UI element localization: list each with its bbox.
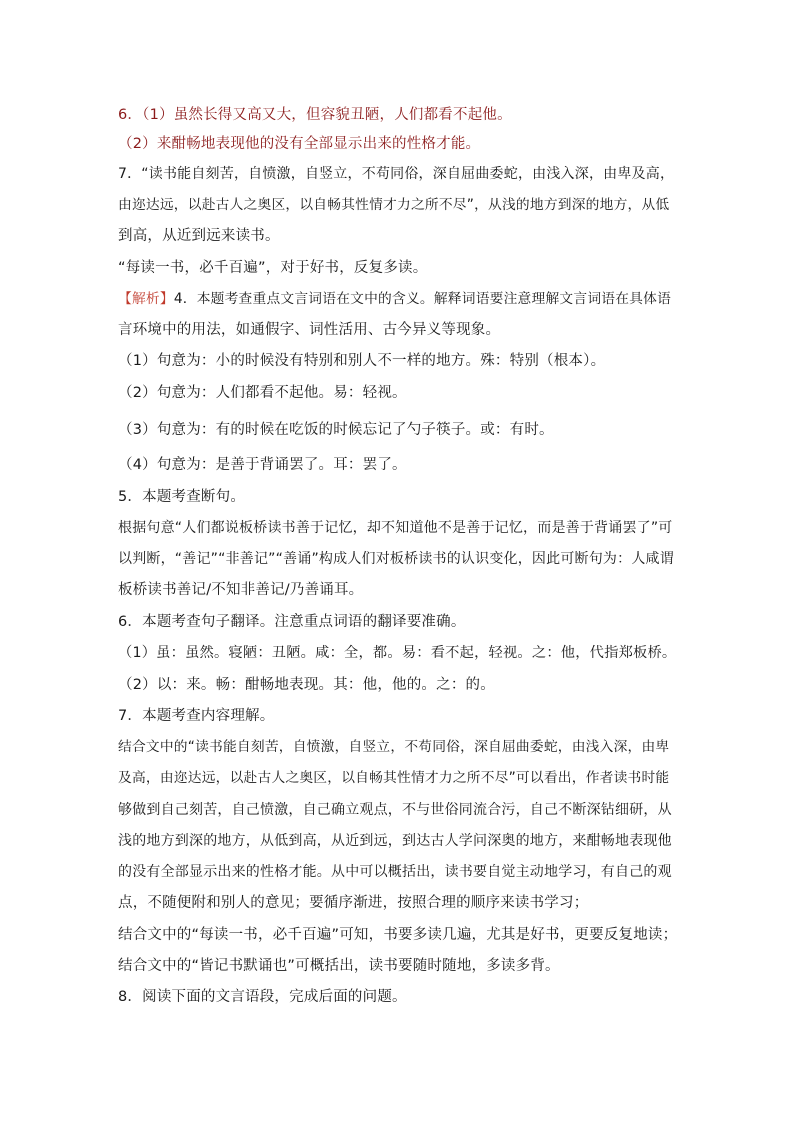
line-text: 到高，从近到远来读书。 — [118, 228, 280, 244]
analysis-line — [118, 768, 678, 788]
line-text: 的没有全部显示出来的性格才能。从中可以概括出，读书要自觉主动地学习，有自己的观 — [118, 864, 672, 880]
analysis-line — [118, 925, 678, 945]
analysis-line — [118, 383, 678, 403]
analysis-line — [118, 956, 678, 976]
analysis-line — [118, 675, 678, 695]
line-text: （2）句意为：人们都看不起他。易：轻视。 — [118, 385, 407, 401]
line-text: 7．本题考查内容理解。 — [118, 708, 275, 724]
line-text: （1）句意为：小的时候没有特别和别人不一样的地方。殊：特别（根本）。 — [118, 353, 606, 369]
analysis-heading-line — [118, 289, 678, 309]
line-text: 7．“读书能自刻苦，自愤激，自竖立，不苟同俗，深自屈曲委蛇，由浅入深，由卑及高， — [118, 166, 675, 182]
line-text: 板桥读书善记/不知非善记/乃善诵耳。 — [118, 582, 364, 598]
line-text: （1）虽：虽然。寝陋：丑陋。咸：全，都。易：看不起，轻视。之：他，代指郑板桥。 — [118, 645, 677, 661]
line-text: 6．本题考查句子翻译。注意重点词语的翻译要准确。 — [118, 614, 466, 630]
line-text: 点，不随便附和别人的意见；要循序渐进，按照合理的顺序来读书学习； — [118, 895, 589, 911]
answer-7-line — [118, 258, 678, 278]
line-text: （4）句意为：是善于背诵罢了。耳：罢了。 — [118, 457, 407, 473]
line-text: 结合文中的“读书能自刻苦，自愤激，自竖立，不苟同俗，深自屈曲委蛇，由浅入深，由卑 — [118, 739, 670, 755]
line-text: 根据句意“人们都说板桥读书善于记忆，却不知道他不是善于记忆，而是善于背诵罢了”可 — [118, 520, 673, 536]
analysis-line — [118, 831, 678, 851]
analysis-line — [118, 737, 678, 757]
line-text: 5．本题考查断句。 — [118, 489, 246, 505]
analysis-line — [118, 420, 678, 440]
analysis-line — [118, 549, 678, 569]
answer-7-line — [118, 164, 678, 184]
answer-7-line — [118, 195, 678, 215]
line-text: 以判断，“善记”“非善记”“善诵”构成人们对板桥读书的认识变化，因此可断句为：人咸谓 — [118, 551, 674, 567]
line-text: 8．阅读下面的文言语段，完成后面的问题。 — [118, 989, 407, 1005]
line-text: 言环境中的用法，如通假字、词性活用、古今异义等现象。 — [118, 322, 501, 338]
line-text: 6．（1）虽然长得又高又大，但容貌丑陋，人们都看不起他。 — [118, 107, 512, 123]
analysis-line — [118, 518, 678, 538]
analysis-line — [118, 800, 678, 820]
line-text: （2）来酣畅地表现他的没有全部显示出来的性格才能。 — [118, 136, 481, 152]
line-text: （3）句意为：有的时候在吃饭的时候忘记了勺子筷子。或：有时。 — [118, 422, 554, 438]
analysis-line — [118, 643, 678, 663]
analysis-line — [118, 487, 678, 507]
line-text: “每读一书，必千百遍”，对于好书，反复多读。 — [118, 260, 428, 276]
analysis-tag: 【解析】 — [118, 291, 174, 307]
analysis-line — [118, 893, 678, 913]
analysis-line — [118, 706, 678, 726]
line-text: 结合文中的“皆记书默诵也”可概括出，读书要随时随地，多读多背。 — [118, 958, 560, 974]
analysis-line — [118, 320, 678, 340]
answer-6-1 — [118, 105, 678, 125]
analysis-line — [118, 862, 678, 882]
line-text: 结合文中的“每读一书，必千百遍”可知，书要多读几遍，尤其是好书，更要反复地读； — [118, 927, 678, 943]
answer-6-2 — [118, 134, 678, 154]
analysis-line — [118, 455, 678, 475]
line-text: 浅的地方到深的地方，从低到高，从近到远，到达古人学问深奥的地方，来酣畅地表现他 — [118, 833, 672, 849]
line-text: 够做到自己刻苦，自己愤激，自己确立观点，不与世俗同流合污，自己不断深钻细研，从 — [118, 802, 672, 818]
answer-7-line — [118, 226, 678, 246]
question-8-line — [118, 987, 678, 1007]
analysis-line — [118, 351, 678, 371]
line-text: 及高，由迩达远，以赴古人之奥区，以自畅其性情才力之所不尽”可以看出，作者读书时能 — [118, 770, 670, 786]
analysis-line — [118, 580, 678, 600]
line-text: 由迩达远，以赴古人之奥区，以自畅其性情才力之所不尽”，从浅的地方到深的地方，从低 — [118, 197, 670, 213]
line-text: 4．本题考查重点文言词语在文中的含义。解释词语要注意理解文言词语在具体语 — [173, 291, 672, 307]
analysis-line — [118, 612, 678, 632]
line-text: （2）以：来。畅：酣畅地表现。其：他，他的。之：的。 — [118, 677, 495, 693]
